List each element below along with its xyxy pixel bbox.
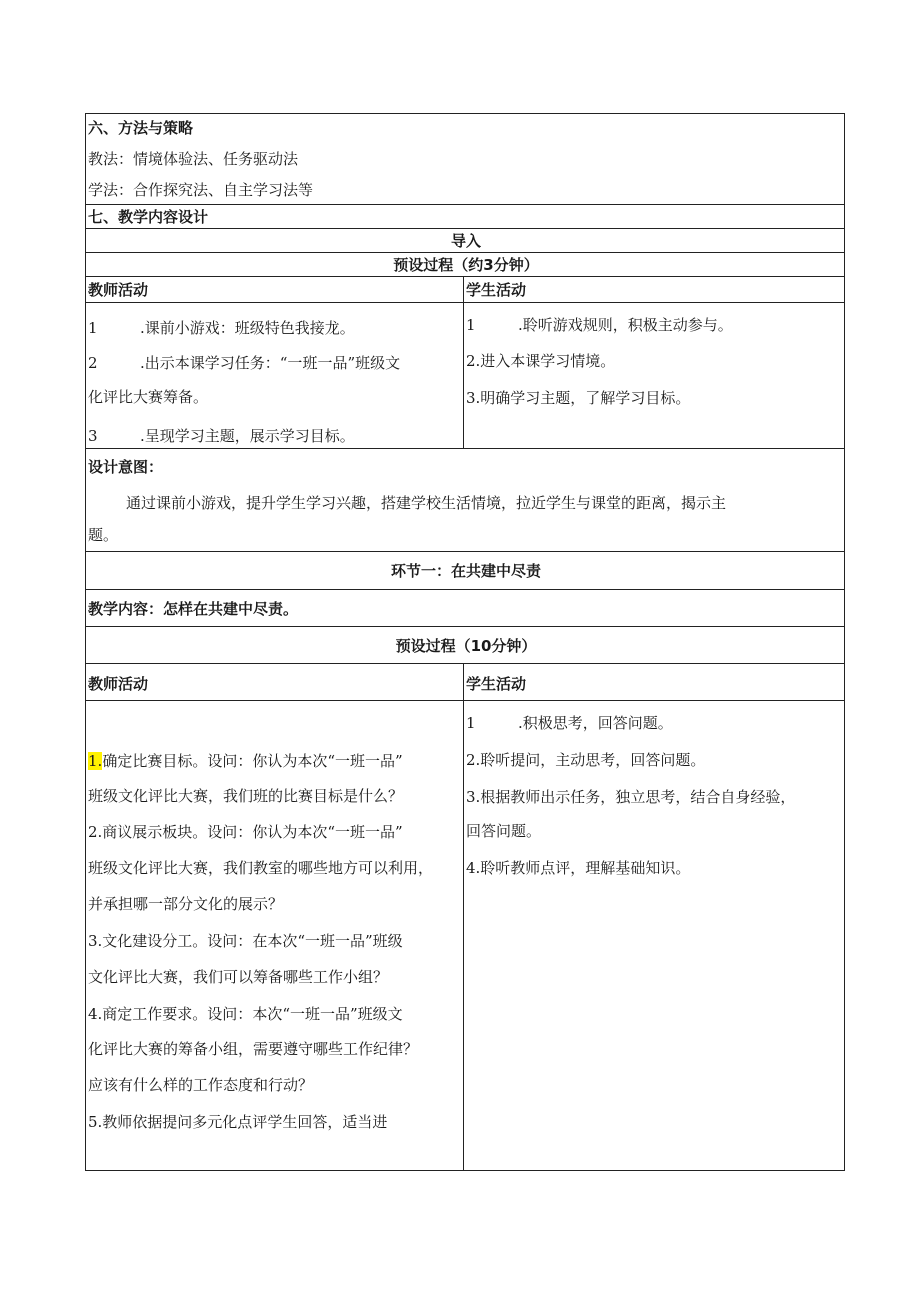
intro-student-header: 学生活动 <box>466 281 527 299</box>
link1-student-line: 4.聆听教师点评，理解基础知识。 <box>466 859 691 877</box>
intro-teacher-header: 教师活动 <box>88 281 149 299</box>
link1-teacher-line: 班级文化评比大赛，我们班的比赛目标是什么？ <box>88 787 404 805</box>
link1-student-line: 1 .积极思考，回答问题。 <box>466 714 673 732</box>
intro-teacher-item: 2 .出示本课学习任务：“一班一品”班级文 <box>88 354 401 372</box>
link1-teacher-line: 5.教师依据提问多元化点评学生回答，适当进 <box>88 1113 388 1131</box>
intro-teacher-item: 1 .课前小游戏：班级特色我接龙。 <box>88 319 355 337</box>
link1-student-line: 2.聆听提问，主动思考，回答问题。 <box>466 751 706 769</box>
intro-header-row <box>86 276 844 302</box>
learn-method: 学法：合作探究法、自主学习法等 <box>88 181 314 199</box>
intro-process: 预设过程（约3分钟） <box>393 256 539 274</box>
teach-method: 教法：情境体验法、任务驱动法 <box>88 150 299 168</box>
link1-content-row <box>86 589 844 626</box>
highlight-mark: 1. <box>88 752 103 770</box>
link1-teacher-header: 教师活动 <box>88 675 149 693</box>
section-methods <box>86 114 844 204</box>
link1-heading-row <box>86 551 844 589</box>
intro-student-item: 2.进入本课学习情境。 <box>466 352 616 370</box>
link1-heading: 环节一：在共建中尽责 <box>390 562 541 580</box>
intro-heading: 导入 <box>450 232 481 250</box>
intro-student-item: 3.明确学习主题，了解学习目标。 <box>466 389 691 407</box>
link1-student-line: 3.根据教师出示任务，独立思考，结合自身经验， <box>466 788 796 806</box>
link1-teacher-line: 应该有什么样的工作态度和行动？ <box>88 1076 314 1094</box>
intro-process-row <box>86 252 844 276</box>
intro-activities-row <box>86 302 844 448</box>
design-intent-row <box>86 448 844 551</box>
intro-teacher-item: 化评比大赛筹备。 <box>88 388 209 406</box>
link1-teacher-line: 4.商定工作要求。设问：本次“一班一品”班级文 <box>88 1005 403 1023</box>
intro-heading-row <box>86 228 844 252</box>
section-content-design <box>86 204 844 228</box>
lesson-plan-table <box>85 113 845 1171</box>
link1-content: 教学内容：怎样在共建中尽责。 <box>88 600 299 618</box>
link1-student-line: 回答问题。 <box>466 822 542 840</box>
link1-teacher-line: 文化评比大赛，我们可以筹备哪些工作小组？ <box>88 968 389 986</box>
design-title: 设计意图： <box>88 458 164 476</box>
link1-header-row <box>86 663 844 700</box>
design-line: 通过课前小游戏，提升学生学习兴趣，搭建学校生活情境，拉近学生与课堂的距离，揭示主 <box>126 494 727 512</box>
link1-process: 预设过程（10分钟） <box>395 637 537 655</box>
link1-process-row <box>86 626 844 663</box>
design-line: 题。 <box>88 526 119 544</box>
link1-teacher-line: 2.商议展示板块。设问：你认为本次“一班一品” <box>88 823 403 841</box>
section7-title: 七、教学内容设计 <box>88 208 209 226</box>
link1-teacher-line: 班级文化评比大赛，我们教室的哪些地方可以利用， <box>88 859 434 877</box>
link1-teacher-line: 3.文化建设分工。设问：在本次“一班一品”班级 <box>88 932 403 950</box>
link1-teacher-line: 1.确定比赛目标。设问：你认为本次“一班一品” <box>88 752 403 770</box>
link1-activities-row <box>86 700 844 1170</box>
section6-title: 六、方法与策略 <box>88 119 194 137</box>
link1-teacher-line: 并承担哪一部分文化的展示？ <box>88 895 284 913</box>
intro-student-item: 1 .聆听游戏规则，积极主动参与。 <box>466 316 733 334</box>
link1-teacher-line: 化评比大赛的筹备小组，需要遵守哪些工作纪律？ <box>88 1040 419 1058</box>
intro-teacher-item: 3 .呈现学习主题，展示学习目标。 <box>88 427 355 445</box>
link1-student-header: 学生活动 <box>466 675 527 693</box>
